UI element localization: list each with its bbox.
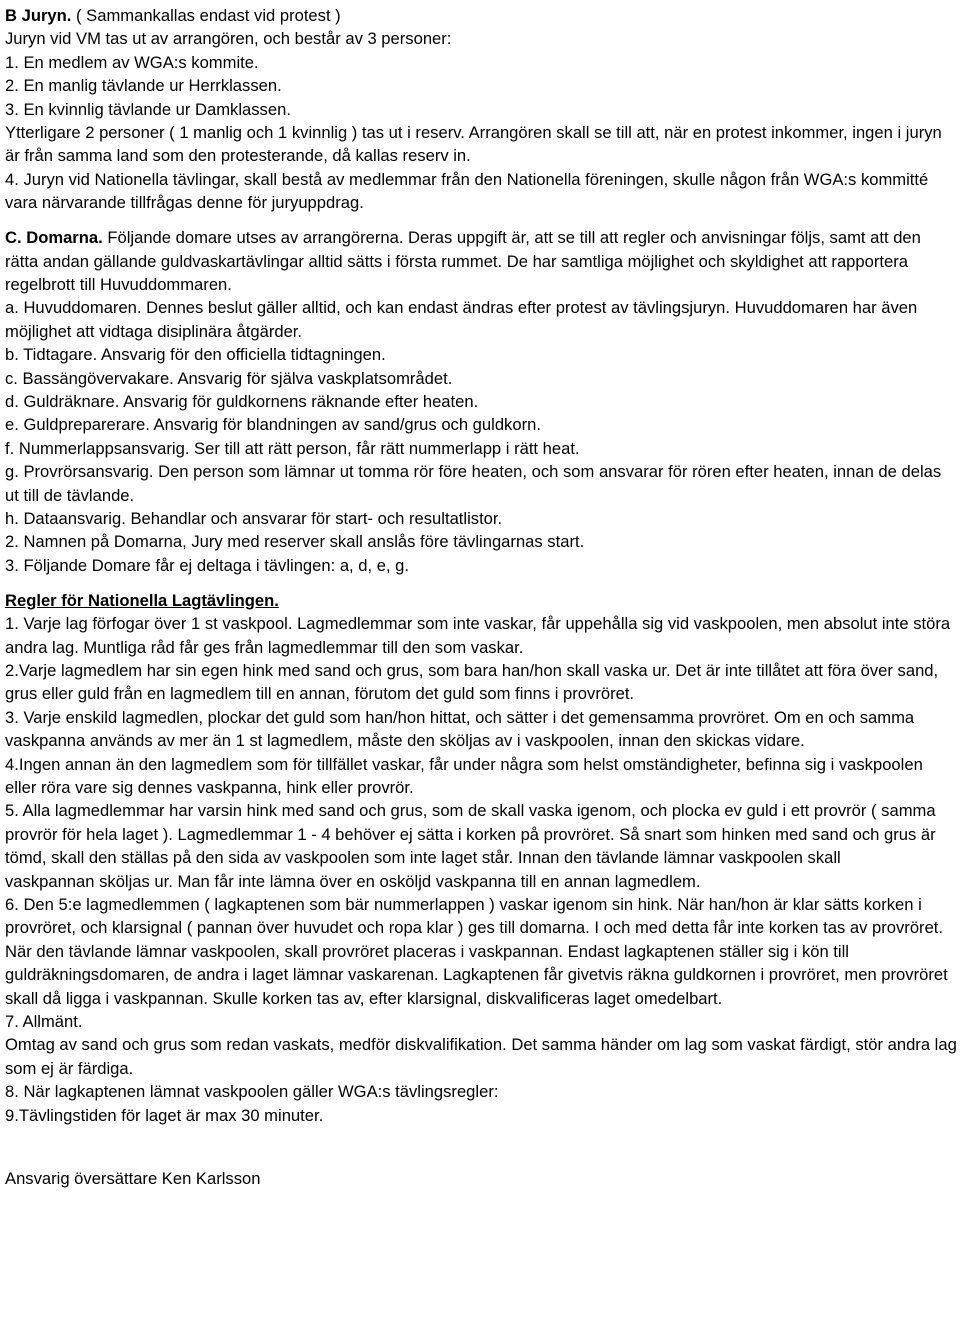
rules-item: vaskpannan sköljas ur. Man får inte lämna över en osköljd vaskpanna till en annan lagmedlem. (5, 871, 701, 891)
rules-item: 1. Varje lag förfogar över 1 st vaskpool. Lagmedlemmar som inte vaskar, får uppehålla sig vid vaskpoolen, men absolut inte störa andra lag. Muntliga råd får ges från lagmedlemmar till den som vaskar. (5, 614, 951, 657)
section-b-line: 2. En manlig tävlande ur Herrklassen. (5, 76, 282, 96)
rules-item: 2.Varje lagmedlem har sin egen hink med sand och grus, som bara han/hon skall vaska ur. Det är inte tillåtet att föra över sand, grus eller guld från en lagmedlem till en annan, förutom det guld som finns i provröret. (5, 660, 939, 704)
section-c-intro-text: Följande domare utses av arrangörerna. Deras uppgift är, att se till att regler och anvisningar följs, samt att den rätta andan gällande guldvaskartävlingar alltid sätts i första rummet. De har samtliga möjlighet och skyldighet att rapportera regelbrott till Huvuddommaren. (5, 228, 921, 294)
rules-item: 9.Tävlingstiden för laget är max 30 minuter. (5, 1105, 324, 1125)
spacer (5, 215, 958, 227)
rules-item: 4.Ingen annan än den lagmedlem som för tillfället vaskar, får under några som helst omständigheter, befinna sig i vaskpoolen eller röra vare sig dennes vaskpanna, hink eller provrör. (5, 754, 923, 797)
section-b-line: 1. En medlem av WGA:s kommite. (5, 52, 259, 72)
section-b-paragraph: Ytterligare 2 personer ( 1 manlig och 1 kvinnlig ) tas ut i reserv. Arrangören skall se till att, när en protest inkommer, ingen i juryn är från samma land som den protesterande, då kallas reserv in. (5, 122, 942, 166)
section-b-line: Juryn vid VM tas ut av arrangören, och består av 3 personer: (5, 29, 452, 49)
rules-item: Omtag av sand och grus som redan vaskats, medför diskvalifikation. Det samma händer om lag som vaskat färdigt, stör andra lag som ej är färdiga. (5, 1035, 957, 1078)
document-page (5, 4, 958, 1190)
section-c-item: c. Bassängövervakare. Ansvarig för själva vaskplatsområdet. (5, 368, 453, 388)
section-b-subtitle: ( Sammankallas endast vid protest ) (71, 6, 341, 25)
section-c-item: h. Dataansvarig. Behandlar och ansvarar för start- och resultatlistor. (5, 508, 503, 528)
section-c-intro (5, 226, 958, 296)
section-c-item: 3. Följande Domare får ej deltaga i tävlingen: a, d, e, g. (5, 555, 410, 575)
rules-item: 8. När lagkaptenen lämnat vaskpoolen gäller WGA:s tävlingsregler: (5, 1082, 499, 1102)
spacer (5, 577, 958, 589)
section-b-heading (5, 4, 958, 27)
section-c-item: b. Tidtagare. Ansvarig för den officiella tidtagningen. (5, 345, 386, 365)
rules-item: 7. Allmänt. (5, 1012, 83, 1032)
translator-credit: Ansvarig översättare Ken Karlsson (5, 1169, 261, 1188)
section-c-item: e. Guldpreparerare. Ansvarig för blandningen av sand/grus och guldkorn. (5, 415, 541, 435)
section-c-title: C. Domarna. (5, 228, 103, 248)
rules-item: 5. Alla lagmedlemmar har varsin hink med sand och grus, som de skall vaska igenom, och plocka ev guld i ett provrör ( samma provrör för hela laget ). Lagmedlemmar 1 - 4 behöver ej sätta i korken på provröret. Så snart som hinken med sand och grus är tömd, skall den ställas på den sida av vaskpoolen som inte laget står. Innan den tävlande lämnar vaskpoolen skall (5, 801, 936, 868)
section-b-line: 3. En kvinnlig tävlande ur Damklassen. (5, 99, 291, 119)
section-c-item: g. Provrörsansvarig. Den person som lämnar ut tomma rör före heaten, och som ansvarar för rören efter heaten, innan de delas ut till de tävlande. (5, 462, 942, 505)
section-c-item: f. Nummerlappsansvarig. Ser till att rätt person, får rätt nummerlapp i rätt heat. (5, 438, 580, 458)
section-c-item: d. Guldräknare. Ansvarig för guldkornens räknande efter heaten. (5, 391, 479, 411)
section-c-item: a. Huvuddomaren. Dennes beslut gäller alltid, och kan endast ändras efter protest av tävlingsjuryn. Huvuddomaren har även möjlighet att vidtaga disiplinära åtgärder. (5, 298, 918, 341)
spacer (5, 1127, 958, 1167)
section-b-title: B Juryn. (5, 6, 72, 25)
rules-heading: Regler för Nationella Lagtävlingen. (5, 590, 279, 610)
section-b-paragraph: 4. Juryn vid Nationella tävlingar, skall bestå av medlemmar från den Nationella föreningen, skulle någon från WGA:s kommitté vara närvarande tillfrågas denne för juryuppdrag. (5, 169, 929, 213)
rules-item: 3. Varje enskild lagmedlen, plockar det guld som han/hon hittat, och sätter i det gemensamma provröret. Om en och samma vaskpanna används av mer än 1 st lagmedlem, måste den sköljas av i vaskpoolen, innan den skickas vidare. (5, 707, 915, 751)
section-c-item: 2. Namnen på Domarna, Jury med reserver skall anslås före tävlingarnas start. (5, 532, 585, 552)
rules-item: 6. Den 5:e lagmedlemmen ( lagkaptenen som bär nummerlappen ) vaskar igenom sin hink. När han/hon är klar sätts korken i provröret, och klarsignal ( pannan över huvudet och ropa klar ) ges till domarna. I och med detta får inte korken tas av provröret. När den tävlande lämnar vaskpoolen, skall provröret placeras i vaskpannan. Endast lagkaptenen ställer sig i kön till guldräkningsdomaren, de andra i laget lämnar vaskarenan. Lagkaptenen får givetvis räkna guldkornen i provröret, men provröret skall då ligga i vaskpannan. Skulle korken tas av, efter klarsignal, diskvalificeras laget omedelbart. (5, 894, 948, 1008)
